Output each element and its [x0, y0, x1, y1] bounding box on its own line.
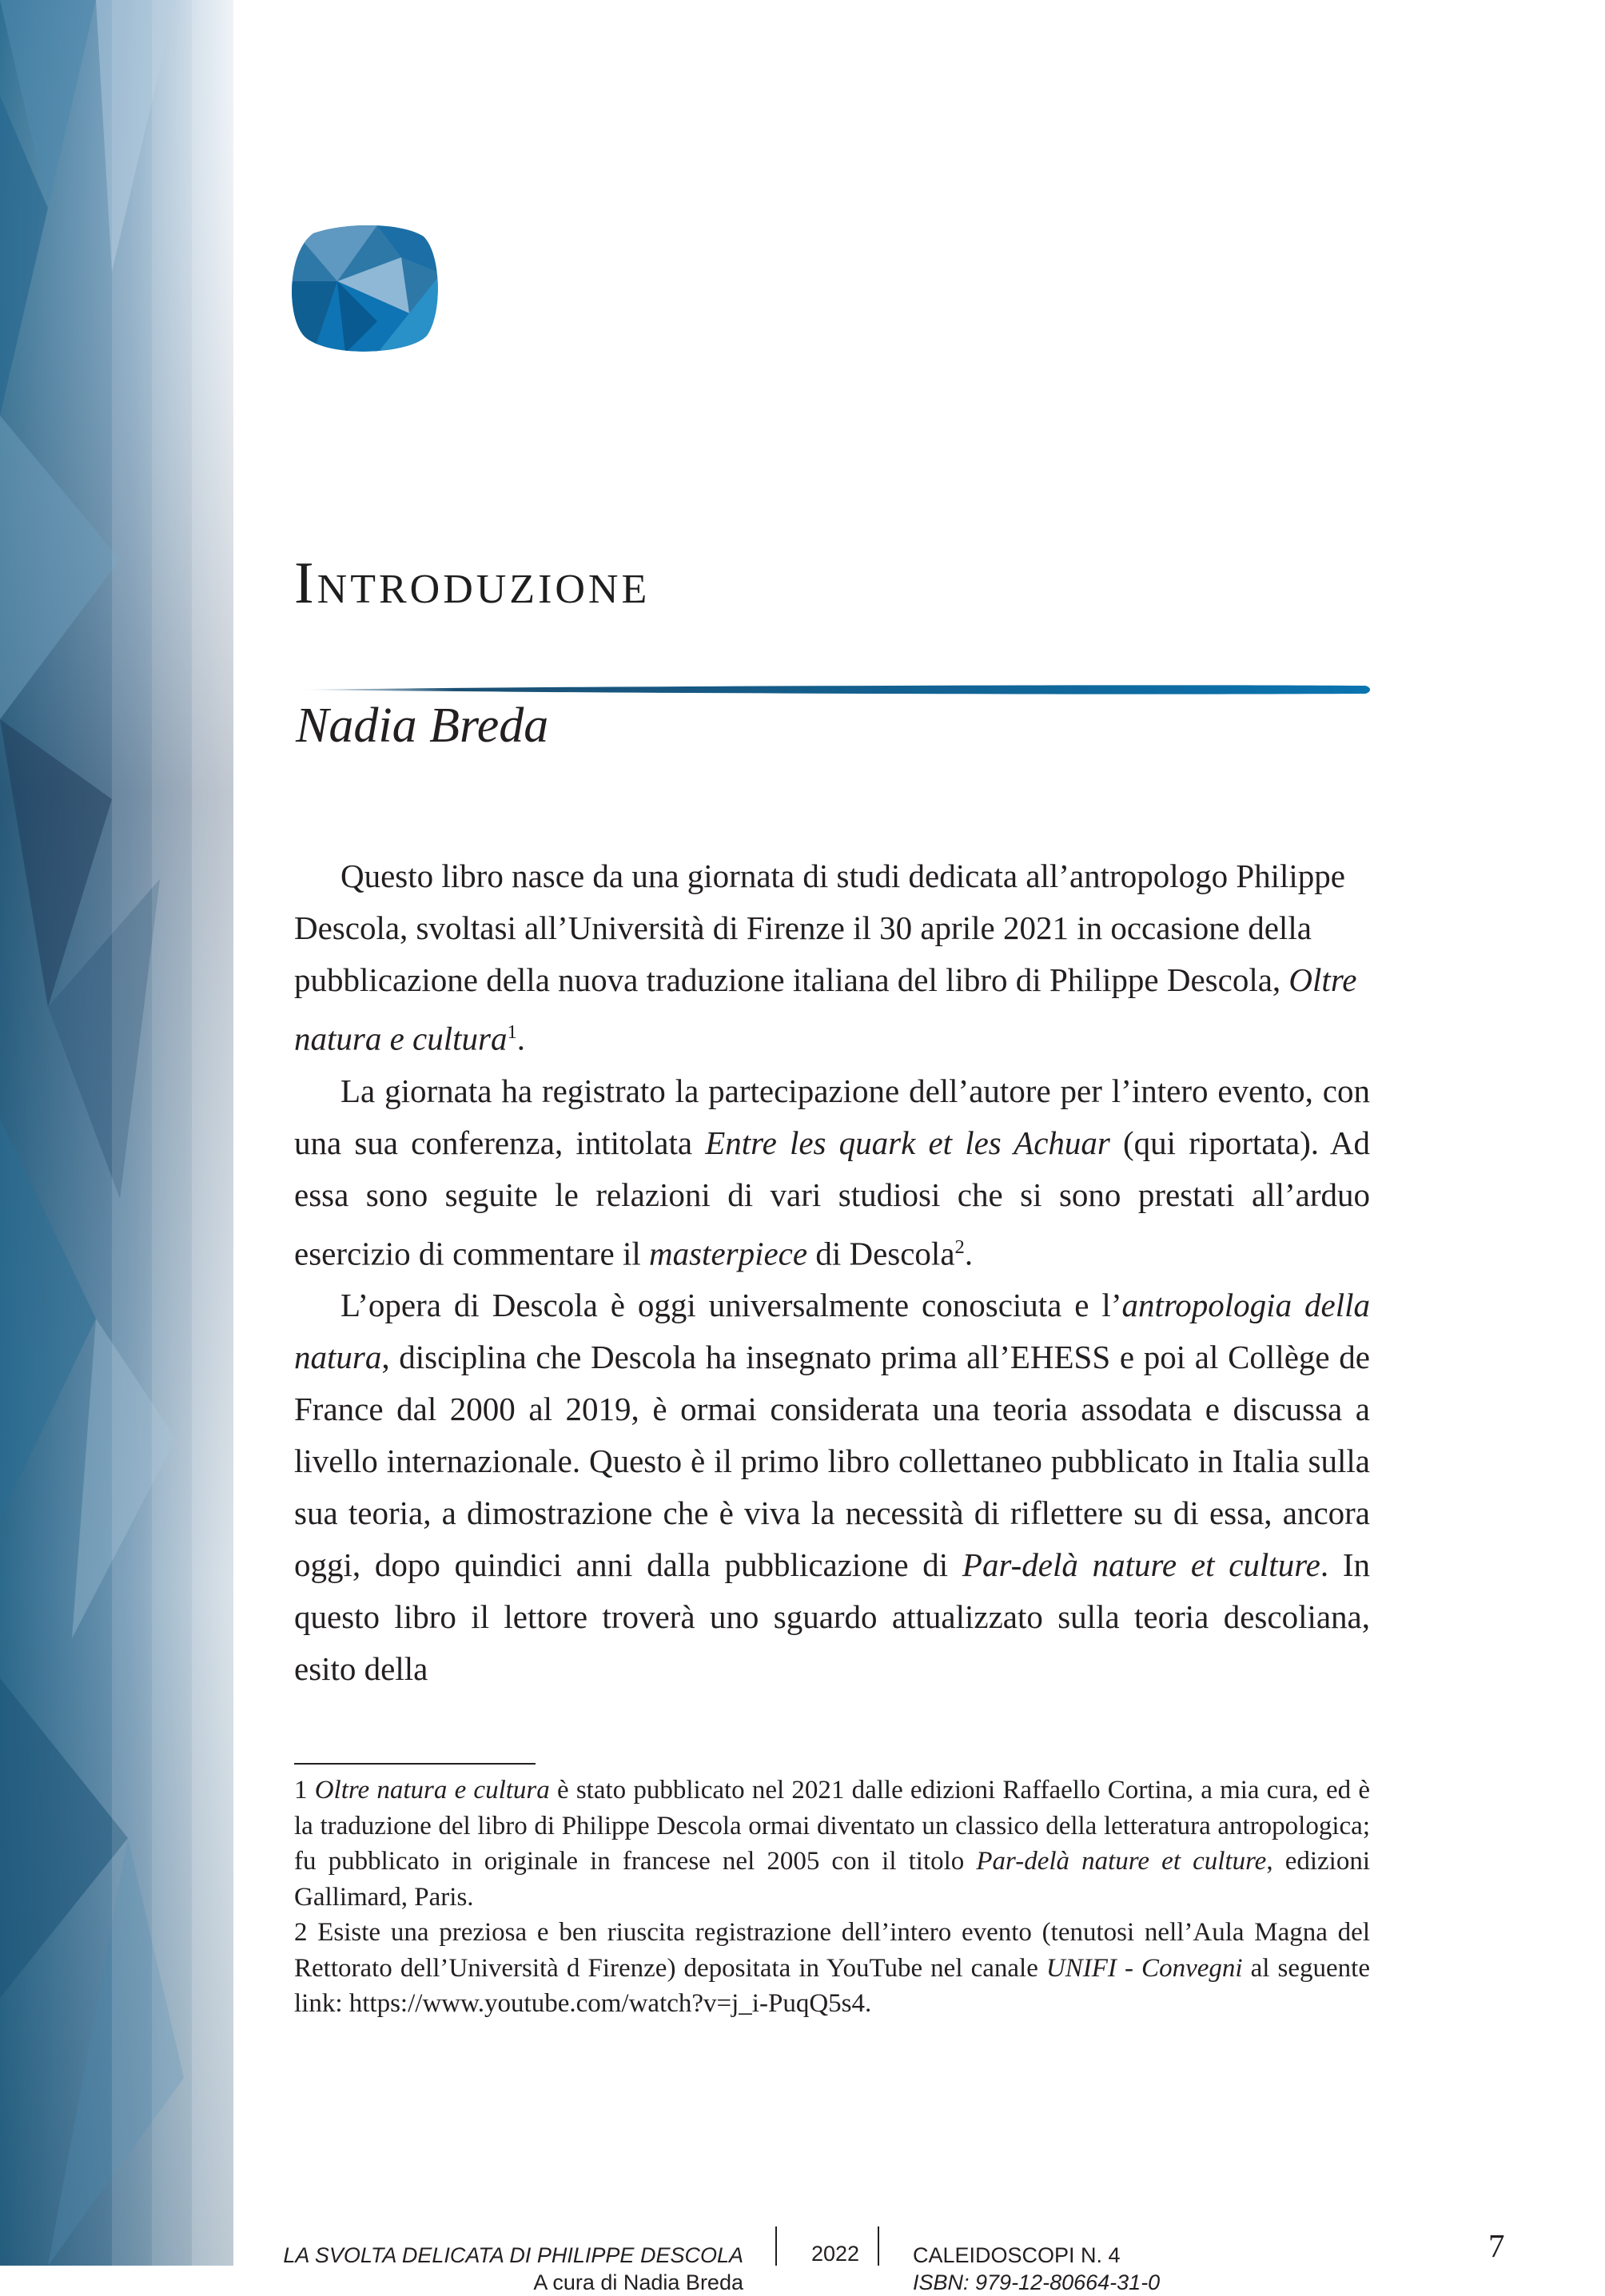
author-name: Nadia Breda: [296, 698, 549, 753]
body-text: [294, 850, 1370, 1695]
italic-text: Par-delà nature et culture: [962, 1546, 1320, 1584]
footer-divider: [878, 2226, 879, 2266]
paragraph: [294, 1065, 1370, 1280]
text-run: 2 Esiste una preziosa e ben riuscita registrazione dell’intero evento (tenutosi nell’Aula Magna del Rettorato dell’Università d Firenze) depositata in YouTube nel canale: [294, 1918, 1370, 1983]
footer-isbn: ISBN: 979-12-80664-31-0: [913, 2270, 1161, 2294]
text-run: al seguente link: https://www.youtube.com/watch?v=j_i-PuqQ5s4.: [294, 1953, 1370, 2018]
text-run: La giornata ha registrato la partecipazione dell’autore per l’intero evento, con una sua conferenza, intitolata: [294, 1072, 1370, 1161]
text-run: 1: [294, 1776, 315, 1805]
text-run: .: [964, 1235, 974, 1272]
text-run: è stato pubblicato nel 2021 dalle edizioni Raffaello Cortina, a mia cura, ed è la traduzione del libro di Philippe Descola ormai diventato un classico della letteratura antropologica; fu pubblicato in originale in francese nel 2005 con il titolo: [294, 1776, 1371, 1876]
title-rule: [294, 684, 1370, 695]
footnotes: [294, 1773, 1370, 2022]
footer-series: CALEIDOSCOPI N. 4: [913, 2243, 1121, 2267]
text-run: , disciplina che Descola ha insegnato prima all’EHESS e poi al Collège de France dal 2000 al 2019, è ormai considerata una teoria assodata e discussa a livello internazionale. Questo è il primo libro collettaneo pubblicato in Italia sulla sua teoria, a dimostrazione che è viva la necessità di riflettere su di essa, ancora oggi, dopo quindici anni dalla pubblicazione di: [294, 1339, 1370, 1584]
footer-divider: [775, 2226, 777, 2266]
text-run: di Descola: [807, 1235, 955, 1272]
footnote: [294, 1915, 1370, 2022]
paragraph: [294, 850, 1370, 1065]
paragraph: [294, 1279, 1370, 1695]
italic-text: antropologia della natura: [294, 1287, 1370, 1376]
footer-editor: A cura di Nadia Breda: [533, 2270, 743, 2294]
footnote-ref: 1: [507, 1021, 517, 1043]
italic-text: Par-delà nature et culture: [976, 1847, 1267, 1876]
italic-text: Oltre natura e cultura: [314, 1776, 550, 1805]
chapter-emblem-icon: [289, 225, 441, 353]
italic-text: UNIFI - Convegni: [1045, 1953, 1243, 1983]
chapter-title: Introduzione: [294, 551, 651, 616]
footnote: [294, 1773, 1370, 1915]
footnote-ref: 2: [954, 1236, 965, 1258]
italic-text: Entre les quark et les Achuar: [705, 1124, 1110, 1161]
text-run: . In questo libro il lettore troverà uno sguardo attualizzato sulla teoria descoliana, esito della: [294, 1546, 1371, 1688]
italic-text: masterpiece: [648, 1235, 808, 1272]
footer-year: 2022: [811, 2242, 860, 2266]
decorative-side-band: [0, 0, 233, 2266]
footnote-separator: [294, 1763, 536, 1765]
text-run: L’opera di Descola è oggi universalmente conosciuta e l’: [341, 1287, 1122, 1324]
footer-series-info: [913, 2242, 1160, 2296]
page-number: 7: [1488, 2227, 1505, 2264]
italic-text: Oltre natura e cultura: [294, 961, 1357, 1057]
text-run: (qui riportata). Ad essa sono seguite le relazioni di vari studiosi che si sono prestati all’arduo esercizio di commentare il: [294, 1124, 1371, 1272]
text-run: .: [516, 1020, 526, 1057]
footer-book-title: LA SVOLTA DELICATA DI PHILIPPE DESCOLA: [283, 2243, 743, 2267]
text-run: Questo libro nasce da una giornata di studi dedicata all’antropologo Philippe Descola, svoltasi all’Università di Firenze il 30 aprile 2021 in occasione della pubblicazione della nuova traduzione italiana del libro di Philippe Descola,: [294, 858, 1346, 998]
footer-book-info: [283, 2242, 743, 2296]
text-run: , edizioni Gallimard, Paris.: [294, 1847, 1370, 1912]
